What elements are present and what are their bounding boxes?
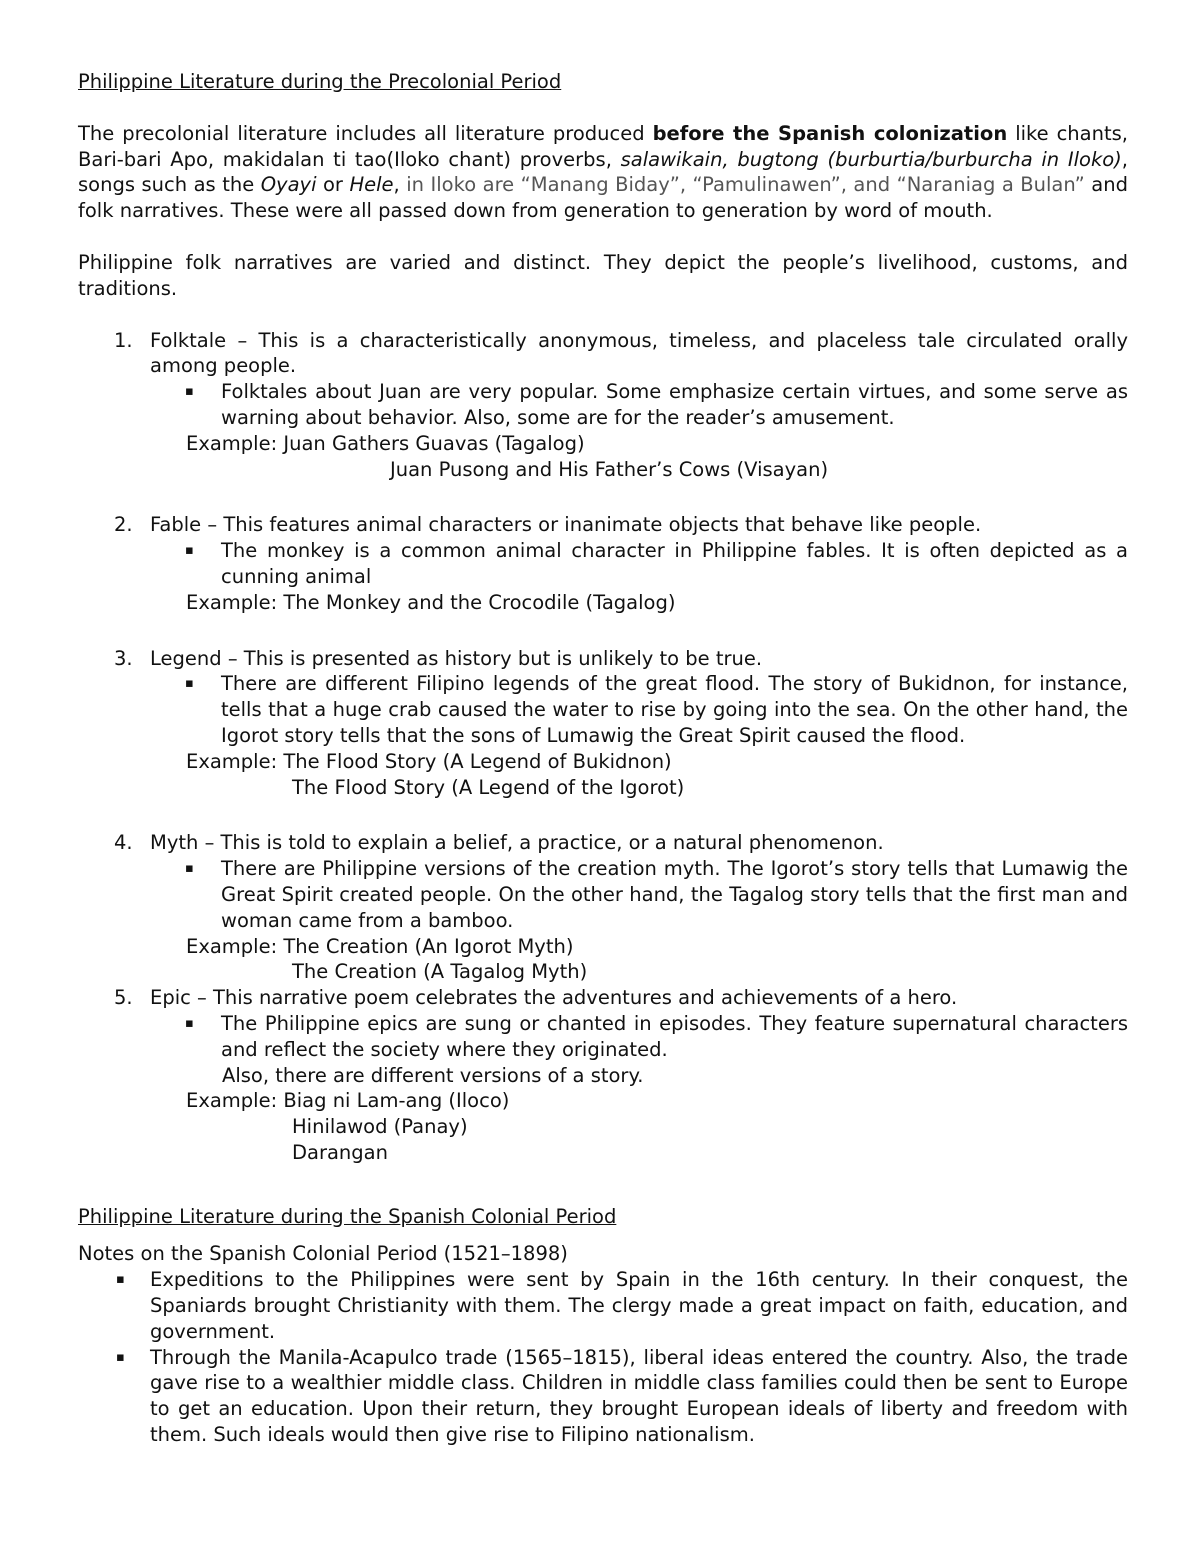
- list-item: [78, 985, 1128, 1011]
- list-item-title: Fable – This features animal characters or inanimate objects that behave like people.: [150, 513, 982, 537]
- example-line: The Creation (A Tagalog Myth): [292, 960, 588, 984]
- bullet-icon: ▪: [116, 1272, 125, 1288]
- bullet-icon: ▪: [116, 1349, 125, 1365]
- section-heading-precolonial: Philippine Literature during the Precolonial Period: [78, 70, 562, 93]
- example-line: Example: Biag ni Lam-ang (Iloco): [186, 1089, 510, 1113]
- list-item: [78, 830, 1128, 856]
- example-line: Darangan: [292, 1140, 388, 1164]
- example-line: Hinilawod (Panay): [292, 1115, 468, 1139]
- example-line: Example: Juan Gathers Guavas (Tagalog): [186, 431, 585, 455]
- folk-narrative-list: [78, 985, 1128, 1011]
- list-item: [78, 328, 1128, 380]
- example-line: The Flood Story (A Legend of the Igorot): [292, 775, 685, 799]
- example-line: Juan Pusong and His Father’s Cows (Visayan): [390, 457, 829, 481]
- list-item: [78, 646, 1128, 672]
- section-heading-spanish-colonial: Philippine Literature during the Spanish Colonial Period: [78, 1204, 617, 1228]
- folk-narrative-list: [78, 512, 1128, 538]
- list-number: 2.: [114, 513, 133, 537]
- bullet-icon: ▪: [185, 543, 194, 559]
- list-item: ▪ The monkey is a common animal character in Philippine fables. It is often depicted as a cunning animal: [185, 539, 1128, 588]
- bullet-list: [78, 379, 1128, 431]
- bullet-icon: ▪: [185, 1015, 194, 1031]
- list-item: ▪ There are different Filipino legends of the great flood. The story of Bukidnon, for instance, tells that a huge crab caused the water to rise by going into the sea. On the other hand, the Igorot story tells that the sons of Lumawig the Great Spirit caused the flood.: [185, 672, 1128, 747]
- list-item: ▪ Expeditions to the Philippines were sent by Spain in the 16th century. In their conquest, the Spaniards brought Christianity with them. The clergy made a great impact on faith, education, and government.: [116, 1268, 1128, 1343]
- list-item: [78, 512, 1128, 538]
- list-item-title: Myth – This is told to explain a belief, a practice, or a natural phenomenon.: [150, 831, 884, 855]
- list-number: 1.: [114, 328, 133, 352]
- list-item-title: Epic – This narrative poem celebrates the adventures and achievements of a hero.: [150, 986, 958, 1010]
- list-item: ▪ There are Philippine versions of the creation myth. The Igorot’s story tells that Lumawig the Great Spirit created people. On the other hand, the Tagalog story tells that the first man and woman came from a bamboo.: [185, 857, 1128, 932]
- bullet-icon: ▪: [185, 676, 194, 692]
- list-number: 4.: [114, 831, 133, 855]
- example-line: Example: The Monkey and the Crocodile (Tagalog): [186, 590, 676, 614]
- bullet-list: [78, 856, 1128, 933]
- folk-narrative-list: [78, 830, 1128, 856]
- folk-narrative-list: [78, 646, 1128, 672]
- list-item: ▪ Through the Manila-Acapulco trade (1565–1815), liberal ideas entered the country. Also, the trade gave rise to a wealthier middle class. Children in middle class families could then be sent to Europe to get an education. Upon their return, they brought European ideals of liberty and freedom with them. Such ideals would then give rise to Filipino nationalism.: [116, 1345, 1128, 1447]
- folk-narratives-intro: Philippine folk narratives are varied and distinct. They depict the people’s livelihood, customs, and traditions.: [78, 250, 1128, 300]
- precolonial-intro-paragraph: The precolonial literature includes all literature produced before the Spanish colonization like chants, Bari-bari Apo, makidalan ti tao(Iloko chant) proverbs, salawikain, bugtong (burburtia/burburcha in Iloko), songs such as the Oyayi or Hele, in Iloko are “Manang Biday”, “Pamulinawen”, and “Naraniag a Bulan” and folk narratives. These were all passed down from generation to generation by word of mouth.: [78, 121, 1128, 223]
- bullet-continuation: Also, there are different versions of a story.: [222, 1063, 644, 1087]
- bullet-icon: ▪: [185, 861, 194, 877]
- bullet-icon: ▪: [185, 384, 194, 400]
- list-item-title: Folktale – This is a characteristically anonymous, timeless, and placeless tale circulated orally among people.: [150, 328, 1128, 378]
- bullet-list: [78, 671, 1128, 748]
- list-number: 3.: [114, 646, 133, 670]
- spanish-notes-title: Notes on the Spanish Colonial Period (1521–1898): [78, 1242, 568, 1266]
- bullet-list: [78, 1011, 1128, 1063]
- list-item-title: Legend – This is presented as history but is unlikely to be true.: [150, 646, 763, 670]
- document-page: [78, 69, 1128, 1448]
- list-item: ▪ The Philippine epics are sung or chanted in episodes. They feature supernatural characters and reflect the society where they originated.: [185, 1011, 1128, 1061]
- spanish-notes-list: [78, 1267, 1128, 1448]
- folk-narrative-list: [78, 328, 1128, 380]
- list-number: 5.: [114, 986, 133, 1010]
- example-line: Example: The Flood Story (A Legend of Bukidnon): [186, 749, 672, 773]
- bullet-list: [78, 538, 1128, 590]
- list-item: ▪ Folktales about Juan are very popular. Some emphasize certain virtues, and some serve as warning about behavior. Also, some are for the reader’s amusement.: [185, 380, 1128, 429]
- example-line: Example: The Creation (An Igorot Myth): [186, 934, 574, 958]
